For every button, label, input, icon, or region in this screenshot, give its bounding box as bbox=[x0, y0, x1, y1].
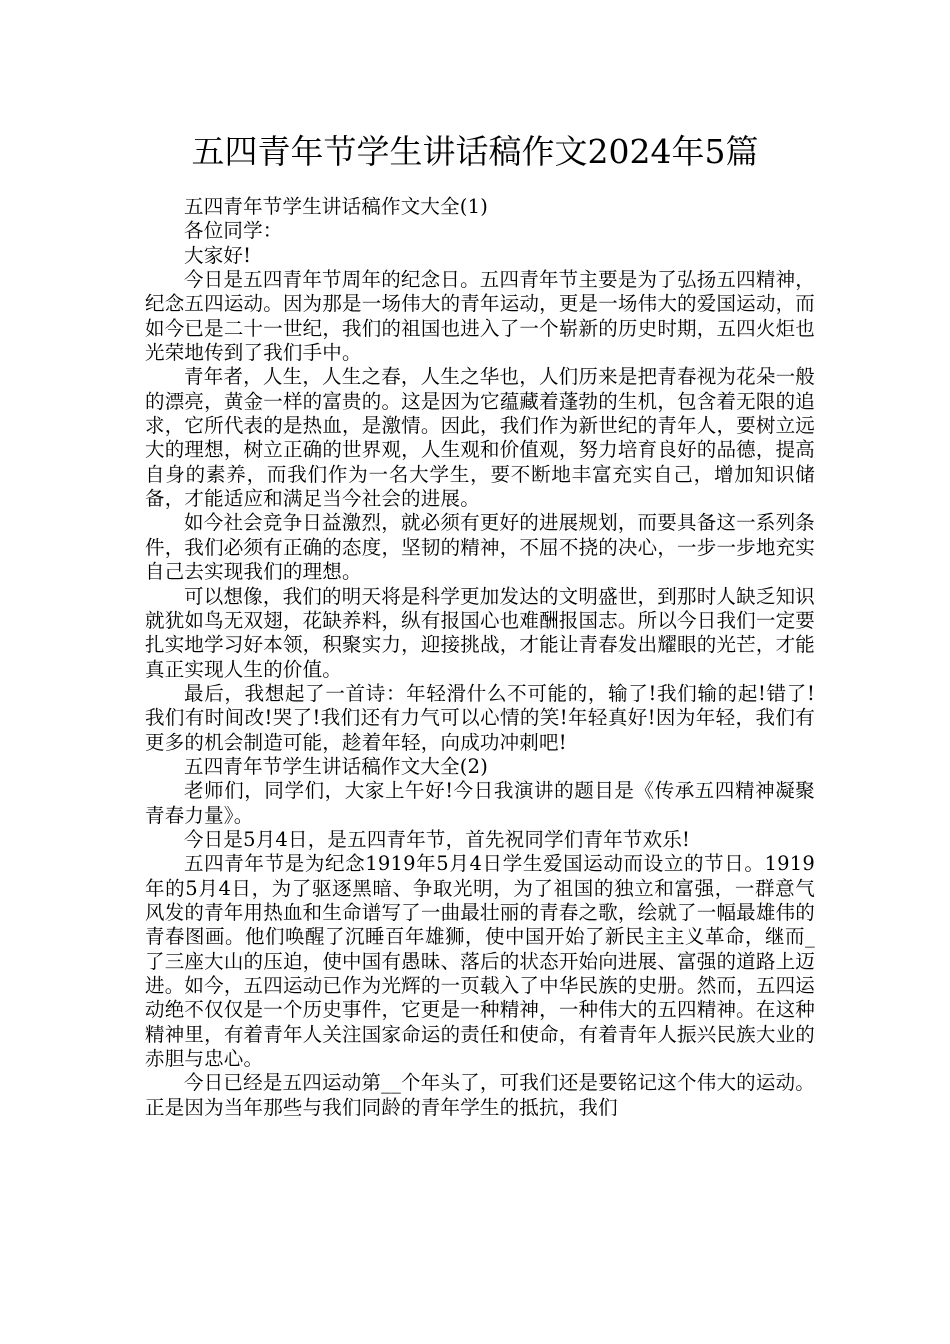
paragraph: 如今社会竞争日益激烈，就必须有更好的进展规划，而要具备这一系列条件，我们必须有正确的态度，坚韧的精神，不屈不挠的决心，一步一步地充实自己去实现我们的理想。 bbox=[145, 511, 815, 584]
paragraph: 今日是五四青年节周年的纪念日。五四青年节主要是为了弘扬五四精神，纪念五四运动。因为那是一场伟大的青年运动，更是一场伟大的爱国运动，而如今已是二十一世纪，我们的祖国也进入了一个崭新的历史时期，五四火炬也光荣地传到了我们手中。 bbox=[145, 268, 815, 365]
greeting: 大家好! bbox=[184, 243, 252, 267]
paragraph: 五四青年节是为纪念1919年5月4日学生爱国运动而设立的节日。1919年的5月4日，为了驱逐黑暗、争取光明，为了祖国的独立和富强，一群意气风发的青年用热血和生命谱写了一曲最壮丽的青春之歌，绘就了一幅最雄伟的青春图画。他们唤醒了沉睡百年雄狮，使中国开始了新民主主义革命，继而_了三座大山的压迫，使中国有愚昧、落后的状态开始向进展、富强的道路上迈进。如今，五四运动已作为光辉的一页载入了中华民族的史册。然而，五四运动绝不仅仅是一个历史事件，它更是一种精神，一种伟大的五四精神。在这种精神里，有着青年人关注国家命运的责任和使命，有着青年人振兴民族大业的赤胆与忠心。 bbox=[145, 852, 815, 1071]
salutation: 各位同学： bbox=[184, 219, 283, 243]
paragraph: 老师们，同学们，大家上午好!今日我演讲的题目是《传承五四精神凝聚青春力量》。 bbox=[145, 779, 815, 827]
paragraph: 最后，我想起了一首诗：年轻滑什么不可能的，输了!我们输的起!错了!我们有时间改!哭了!我们还有力气可以心情的笑!年轻真好!因为年轻，我们有更多的机会制造可能，趁着年轻，向成功冲刺吧! bbox=[145, 681, 815, 754]
paragraph: 青年者，人生，人生之春，人生之华也，人们历来是把青春视为花朵一般的漂亮，黄金一样的富贵的。这是因为它蕴藏着蓬勃的生机，包含着无限的追求，它所代表的是热血，是激情。因此，我们作为新世纪的青年人，要树立远大的理想，树立正确的世界观，人生观和价值观，努力培育良好的品德，提高自身的素养，而我们作为一名大学生，要不断地丰富充实自己，增加知识储备，才能适应和满足当今社会的进展。 bbox=[145, 365, 815, 511]
document-body bbox=[145, 195, 815, 1120]
document-title: 五四青年节学生讲话稿作文2024年5篇 bbox=[191, 132, 759, 171]
section-heading-1: 五四青年节学生讲话稿作文大全(1) bbox=[184, 195, 489, 218]
paragraph: 可以想像，我们的明天将是科学更加发达的文明盛世，到那时人缺乏知识就犹如鸟无双翅，花缺养料，纵有报国心也难酬报国志。所以今日我们一定要扎实地学习好本领，积聚实力，迎接挑战，才能让青春发出耀眼的光芒，才能真正实现人生的价值。 bbox=[145, 584, 815, 681]
section-heading-2: 五四青年节学生讲话稿作文大全(2) bbox=[184, 754, 489, 778]
paragraph: 今日是5月4日，是五四青年节，首先祝同学们青年节欢乐! bbox=[184, 827, 691, 851]
paragraph: 今日已经是五四运动第__个年头了，可我们还是要铭记这个伟大的运动。正是因为当年那些与我们同龄的青年学生的抵抗，我们 bbox=[145, 1071, 815, 1119]
